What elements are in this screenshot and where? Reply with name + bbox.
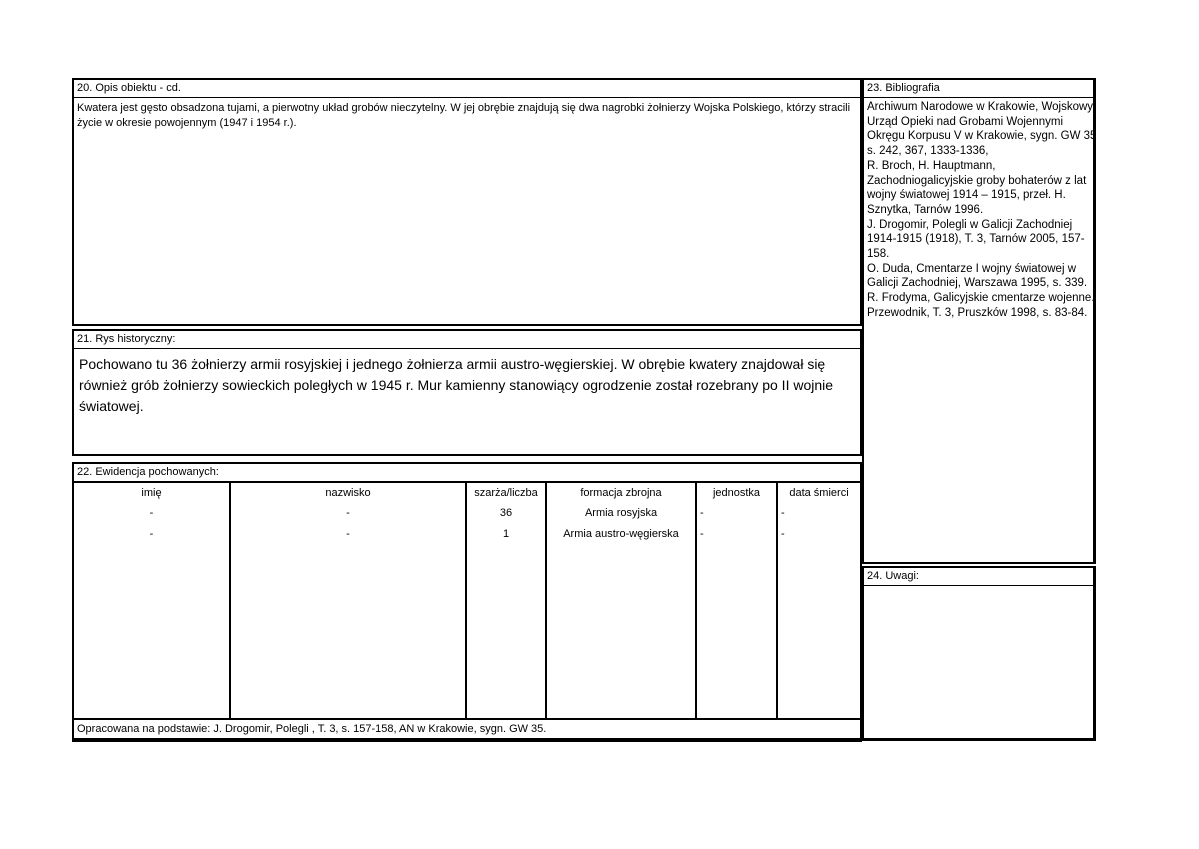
column-header-imie: imię (141, 487, 162, 499)
column-szarza-liczba (467, 483, 547, 718)
bibliography-line: Galicji Zachodniej, Warszawa 1995, s. 339. (867, 277, 1088, 290)
section-bibliografia (862, 78, 1096, 564)
bibliography-line: Archiwum Narodowe w Krakowie, Wojskowy (867, 101, 1094, 113)
column-jednostka (697, 483, 778, 718)
section-ewidencja-pochowanych (72, 462, 862, 742)
bibliography-line: 1914-1915 (1918), T. 3, Tarnów 2005, 157- (867, 233, 1085, 246)
column-header-nazwisko: nazwisko (325, 487, 371, 499)
bibliography-line: s. 242, 367, 1333-1336, (867, 145, 989, 158)
column-header-data-smierci: data śmierci (789, 487, 849, 499)
column-header-jednostka: jednostka (712, 487, 761, 499)
table-cell: - (700, 507, 704, 519)
bibliography-line: wojny światowej 1914 – 1915, przeł. H. (867, 189, 1066, 202)
burials-table (74, 483, 860, 718)
section-uwagi (862, 566, 1096, 741)
column-data-smierci (778, 483, 860, 718)
table-cell: Armia austro-węgierska (563, 528, 679, 540)
section-opis-obiektu (72, 78, 862, 326)
bibliography-line: O. Duda, Cmentarze I wojny światowej w (867, 262, 1076, 275)
column-formacja-zbrojna (547, 483, 697, 718)
table-cell: - (149, 528, 154, 540)
column-imie (74, 483, 231, 718)
table-cell: Armia rosyjska (584, 507, 658, 519)
table-cell: - (781, 528, 785, 540)
column-nazwisko (231, 483, 467, 718)
section21-body-text: Pochowano tu 36 żołnierzy armii rosyjskiej i jednego żołnierza armii austro-węgierskiej. W obrębie kwatery znajdował się również grób żołnierzy sowieckich poległych w 1945 r. Mur kamienny stanowiący ogrodzenie został rozebrany po II wojnie światowej. (79, 356, 834, 414)
bibliography-line: J. Drogomir, Polegli w Galicji Zachodniej (867, 218, 1073, 231)
bibliography-line: Zachodniogalicyjskie groby bohaterów z lat (867, 174, 1087, 187)
table-cell: - (346, 507, 350, 519)
section20-title: 20. Opis obiektu - cd. (74, 80, 860, 98)
table-source-note: Opracowana na podstawie: J. Drogomir, Polegli , T. 3, s. 157-158, AN w Krakowie, sygn. GW 35. (74, 718, 860, 738)
table-cell: - (781, 507, 785, 519)
section22-title: 22. Ewidencja pochowanych: (74, 464, 860, 483)
bibliography-line: Urząd Opieki nad Grobami Wojennymi (867, 115, 1064, 128)
section20-body-text: Kwatera jest gęsto obsadzona tujami, a pierwotny układ grobów nieczytelny. W jej obrębie znajdują się dwa nagrobki żołnierzy Wojska Polskiego, którzy stracili życie w okresie powojennym (1947 i 1954 r.). (77, 102, 851, 129)
bibliography-line: R. Frodyma, Galicyjskie cmentarze wojenne. (867, 292, 1095, 305)
section24-title: 24. Uwagi: (864, 568, 1093, 586)
section-rys-historyczny (72, 329, 862, 456)
bibliography-line: Okręgu Korpusu V w Krakowie, sygn. GW 35 (867, 130, 1097, 143)
column-header-formacja-zbrojna: formacja zbrojna (580, 487, 662, 499)
section21-title: 21. Rys historyczny: (74, 331, 860, 349)
bibliography-line: Sznytka, Tarnów 1996. (867, 203, 984, 216)
table-cell: - (700, 528, 704, 540)
table-cell: 1 (502, 528, 510, 540)
bibliography-line: 158. (867, 248, 890, 261)
table-cell: 36 (499, 507, 513, 519)
column-header-szarza-liczba: szarża/liczba (474, 487, 538, 499)
table-cell: - (346, 528, 350, 540)
table-cell: - (149, 507, 154, 519)
bibliography-line: R. Broch, H. Hauptmann, (867, 159, 996, 172)
section23-title: 23. Bibliografia (864, 80, 1093, 98)
bibliography-line: Przewodnik, T. 3, Pruszków 1998, s. 83-84. (867, 306, 1088, 319)
bibliography-list (864, 98, 1097, 323)
